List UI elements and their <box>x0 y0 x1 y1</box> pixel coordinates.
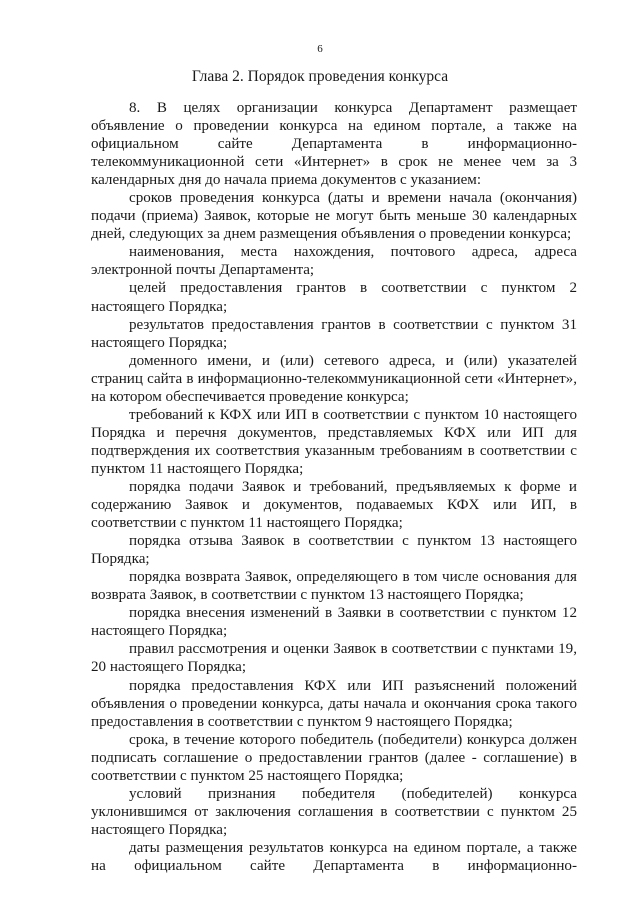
paragraph: доменного имени, и (или) сетевого адреса, и (или) указателей страниц сайта в информационно-телекоммуникационной сети «Интернет», на котором обеспечивается проведение конкурса; <box>91 352 577 405</box>
paragraph: правил рассмотрения и оценки Заявок в соответствии с пунктами 19, 20 настоящего Порядка; <box>91 641 577 676</box>
paragraph: требований к КФХ или ИП в соответствии с пунктом 10 настоящего Порядка и перечня документов, представляемых КФХ или ИП для подтверждения их соответствия указанным требованиям в соответствии с пунктом 11 настоящего Порядка; <box>91 406 577 477</box>
paragraph: срока, в течение которого победитель (победители) конкурса должен подписать соглашение о предоставлении грантов (далее - соглашение) в соответствии с пунктом 25 настоящего Порядка; <box>91 731 577 784</box>
document-body <box>91 99 577 875</box>
page-number: 6 <box>317 43 323 55</box>
paragraph: порядка возврата Заявок, определяющего в том числе основания для возврата Заявок, в соответствии с пунктом 13 настоящего Порядка; <box>91 569 577 604</box>
paragraph: порядка внесения изменений в Заявки в соответствии с пунктом 12 настоящего Порядка; <box>91 605 577 640</box>
chapter-title: Глава 2. Порядок проведения конкурса <box>191 68 449 85</box>
paragraph: порядка подачи Заявок и требований, предъявляемых к форме и содержанию Заявок и документов, подаваемых КФХ или ИП, в соответствии с пунктом 11 настоящего Порядка; <box>91 478 577 532</box>
paragraph: наименования, места нахождения, почтового адреса, адреса электронной почты Департамента; <box>91 244 577 279</box>
paragraph: результатов предоставления грантов в соответствии с пунктом 31 настоящего Порядка; <box>91 316 577 351</box>
paragraph: даты размещения результатов конкурса на едином портале, а также на официальном сайте Департамента в информационно- <box>91 839 577 874</box>
paragraph: порядка предоставления КФХ или ИП разъяснений положений объявления о проведении конкурса, даты начала и окончания срока такого предоставления в соответствии с пунктом 9 настоящего Порядка; <box>91 677 577 730</box>
paragraph: 8. В целях организации конкурса Департамент размещает объявление о проведении конкурса на едином портале, а также на официальном сайте Департамента в информационно-телекоммуникационной сети «Интернет» в срок не менее чем за 3 календарных дня до начала приема документов с указанием: <box>91 100 577 189</box>
paragraph: условий признания победителя (победителей) конкурса уклонившимся от заключения соглашения в соответствии с пунктом 25 настоящего Порядка; <box>91 785 577 838</box>
paragraph: сроков проведения конкурса (даты и времени начала (окончания) подачи (приема) Заявок, которые не могут быть меньше 30 календарных дней, следующих за днем размещения объявления о проведении конкурса; <box>91 190 577 243</box>
paragraph: порядка отзыва Заявок в соответствии с пунктом 13 настоящего Порядка; <box>91 533 577 568</box>
paragraph: целей предоставления грантов в соответствии с пунктом 2 настоящего Порядка; <box>91 280 577 315</box>
